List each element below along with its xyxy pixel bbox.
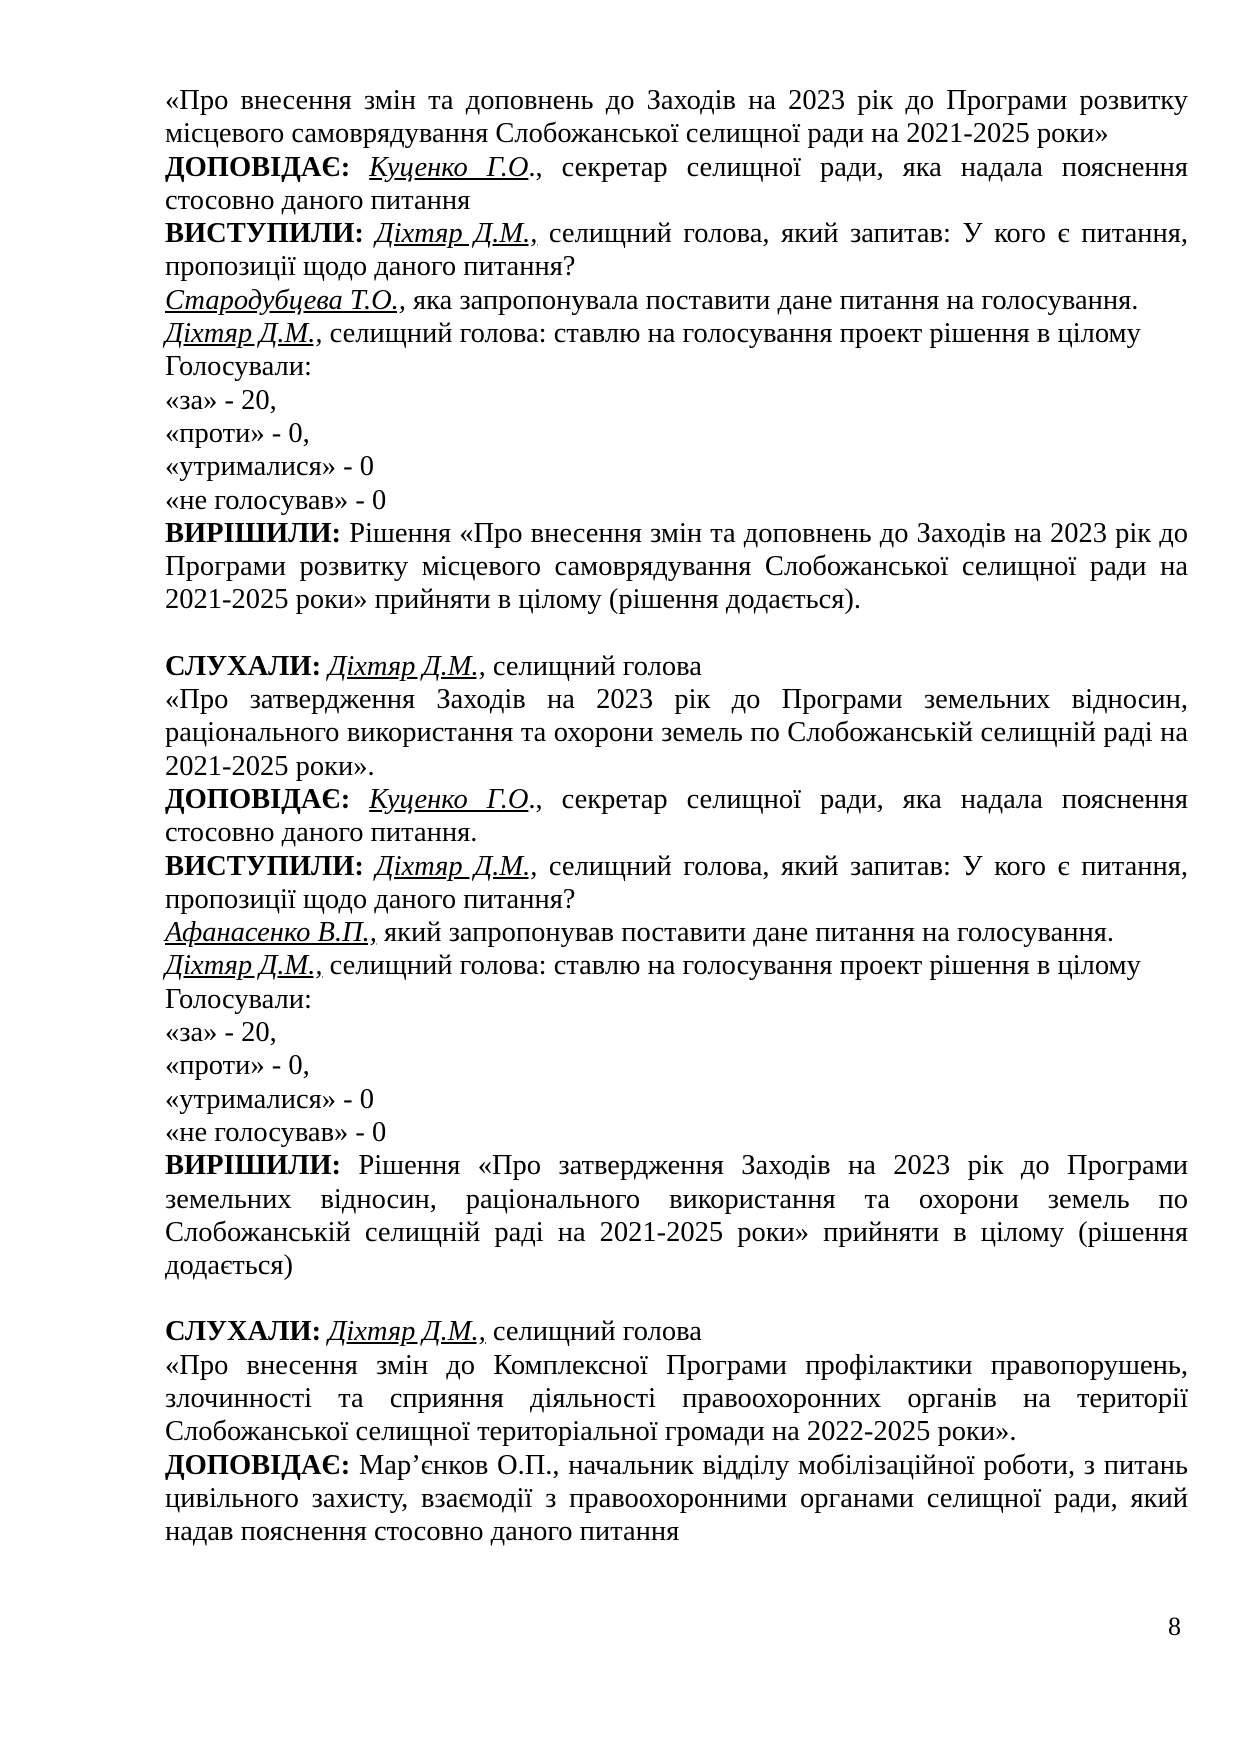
agenda-item-1 bbox=[165, 84, 1188, 617]
chair-name: Діхтяр Д.М., bbox=[165, 318, 323, 350]
speakers-line bbox=[165, 217, 1188, 284]
speaker-name: Діхтяр Д.М., bbox=[375, 218, 538, 250]
votes-not-voted: «не голосував» - 0 bbox=[165, 484, 387, 516]
decided-label: ВИРІШИЛИ: bbox=[165, 1150, 342, 1182]
section-gap bbox=[165, 617, 1188, 650]
decided-text: Рішення «Про затвердження Заходів на 2023 рік до Програми земельних відносин, раціонального використання та охорони земель по Слобожанській селищній раді на 2021-2025 роки» прийняти в цілому (рішення додається) bbox=[165, 1150, 1188, 1282]
votes-for: «за» - 20, bbox=[165, 1017, 277, 1049]
heard-label: СЛУХАЛИ: bbox=[165, 1316, 322, 1348]
report-label: ДОПОВІДАЄ: bbox=[165, 1449, 351, 1481]
heard-text: селищний голова bbox=[485, 650, 702, 682]
report-line bbox=[165, 151, 1188, 218]
report-text: Мар’єнков О.П., начальник відділу мобілізаційної роботи, з питань цивільного захисту, взаємодії з правоохоронними органами селищної ради, який надав пояснення стосовно даного питання bbox=[165, 1449, 1188, 1548]
decided-line bbox=[165, 1149, 1188, 1282]
proposal-line bbox=[165, 284, 1188, 317]
proposer-name: Афанасенко В.П., bbox=[165, 917, 377, 949]
report-text: ., секретар селищної ради, яка надала пояснення стосовно даного питання bbox=[165, 151, 1189, 216]
votes-against: «проти» - 0, bbox=[165, 417, 310, 449]
heard-name: Діхтяр Д.М., bbox=[328, 650, 486, 682]
heard-line bbox=[165, 650, 1188, 683]
heard-label: СЛУХАЛИ: bbox=[165, 650, 322, 682]
votes-against: «проти» - 0, bbox=[165, 1050, 310, 1082]
votes-for: «за» - 20, bbox=[165, 384, 277, 416]
page-content bbox=[165, 84, 1188, 1548]
proposal-text: яка запропонувала поставити дане питання на голосування. bbox=[405, 284, 1139, 316]
speakers-text: селищний голова, який запитав: У кого є питання, пропозиції щодо даного питання? bbox=[165, 218, 1189, 283]
agenda-item-2 bbox=[165, 650, 1188, 1283]
decision-title: «Про внесення змін до Комплексної Програми профілактики правопорушень, злочинності та сприяння діяльності правоохоронних органів на території Слобожанської селищної територіальної громади на 2022-2025 роки». bbox=[165, 1349, 1188, 1448]
section-gap bbox=[165, 1282, 1188, 1315]
votes-heading: Голосували: bbox=[165, 351, 312, 383]
reporter-name: Куценко Г.О bbox=[369, 783, 529, 815]
decision-title: «Про затвердження Заходів на 2023 рік до Програми земельних відносин, раціонального використання та охорони земель по Слобожанській селищній раді на 2021-2025 роки». bbox=[165, 684, 1188, 782]
proposal-text: який запропонував поставити дане питання на голосування. bbox=[376, 917, 1114, 949]
heard-line bbox=[165, 1315, 1188, 1348]
heard-text: селищний голова bbox=[485, 1316, 702, 1348]
chair-text: селищний голова: ставлю на голосування проект рішення в цілому bbox=[322, 318, 1141, 350]
decided-text: Рішення «Про внесення змін та доповнень до Заходів на 2023 рік до Програми розвитку місцевого самоврядування Слобожанської селищної ради на 2021-2025 роки» прийняти в цілому (рішення додається). bbox=[165, 517, 1188, 616]
agenda-item-3 bbox=[165, 1315, 1188, 1548]
chair-line bbox=[165, 317, 1188, 350]
decision-title: «Про внесення змін та доповнень до Заходів на 2023 рік до Програми розвитку місцевого самоврядування Слобожанської селищної ради на 2021-2025 роки» bbox=[165, 85, 1188, 150]
proposal-line bbox=[165, 916, 1188, 949]
heard-name: Діхтяр Д.М., bbox=[328, 1316, 486, 1348]
votes-abstained: «утрималися» - 0 bbox=[165, 451, 375, 483]
votes-heading: Голосували: bbox=[165, 983, 312, 1015]
speakers-label: ВИСТУПИЛИ: bbox=[165, 850, 364, 882]
decided-label: ВИРІШИЛИ: bbox=[165, 517, 342, 549]
report-line bbox=[165, 783, 1188, 850]
report-line bbox=[165, 1449, 1188, 1549]
reporter-name: Куценко Г.О bbox=[369, 151, 529, 183]
votes-not-voted: «не голосував» - 0 bbox=[165, 1116, 387, 1148]
report-label: ДОПОВІДАЄ: bbox=[165, 151, 351, 183]
proposer-name: Стародубцева Т.О., bbox=[165, 284, 406, 316]
speakers-label: ВИСТУПИЛИ: bbox=[165, 218, 364, 250]
chair-name: Діхтяр Д.М., bbox=[165, 950, 323, 982]
speakers-text: селищний голова, який запитав: У кого є питання, пропозиції щодо даного питання? bbox=[165, 850, 1189, 915]
report-text: ., секретар селищної ради, яка надала пояснення стосовно даного питання. bbox=[165, 783, 1189, 849]
chair-text: селищний голова: ставлю на голосування проект рішення в цілому bbox=[322, 950, 1141, 982]
decided-line bbox=[165, 517, 1188, 617]
speakers-line bbox=[165, 850, 1188, 917]
speaker-name: Діхтяр Д.М., bbox=[375, 850, 538, 882]
votes-abstained: «утрималися» - 0 bbox=[165, 1083, 375, 1115]
report-label: ДОПОВІДАЄ: bbox=[165, 783, 351, 815]
page-number: 8 bbox=[1168, 1612, 1181, 1641]
chair-line bbox=[165, 949, 1188, 982]
